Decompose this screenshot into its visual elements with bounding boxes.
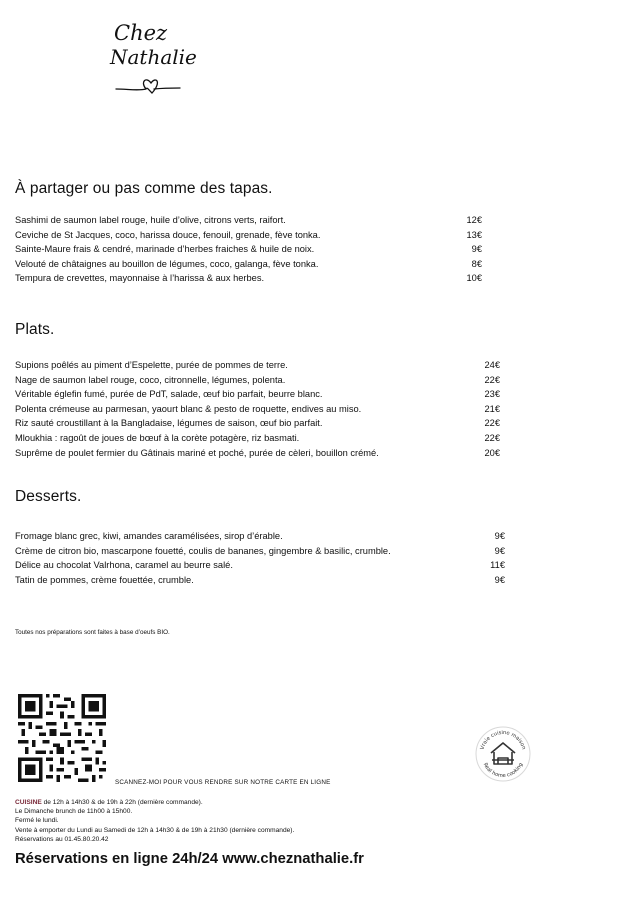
online-reservation[interactable]: Réservations en ligne 24h/24 www.cheznathalie.fr bbox=[15, 851, 364, 867]
section-title-tapas: À partager ou pas comme des tapas. bbox=[15, 180, 273, 197]
dish-name: Nage de saumon label rouge, coco, citronnelle, légumes, polenta. bbox=[15, 374, 286, 385]
dish-price: 22€ bbox=[484, 418, 500, 429]
menu-item bbox=[15, 373, 500, 388]
menu-item bbox=[15, 228, 482, 243]
dish-name: Polenta crémeuse au parmesan, yaourt blanc & pesto de roquette, endives au miso. bbox=[15, 403, 362, 414]
menu-item bbox=[15, 358, 500, 373]
menu-item bbox=[15, 431, 500, 446]
hours-cuisine bbox=[15, 798, 294, 807]
dish-price: 11€ bbox=[490, 560, 505, 571]
dish-price: 8€ bbox=[471, 258, 482, 269]
brand-line1: Chez bbox=[114, 21, 168, 45]
menu-item bbox=[15, 402, 500, 417]
menu-list-plats bbox=[15, 358, 500, 460]
dish-price: 24€ bbox=[484, 360, 500, 370]
section-title-desserts: Desserts. bbox=[15, 488, 82, 505]
menu-item bbox=[15, 271, 482, 286]
hours-phone: Réservations au 01.45.80.20.42 bbox=[15, 835, 109, 843]
hours-closed: Fermé le lundi. bbox=[15, 817, 59, 825]
dish-price: 20€ bbox=[484, 447, 500, 458]
dish-price: 22€ bbox=[484, 374, 500, 385]
opening-hours bbox=[15, 798, 294, 844]
dish-price: 9€ bbox=[494, 531, 505, 541]
dish-name: Fromage blanc grec, kiwi, amandes caramélisées, sirop d’érable. bbox=[15, 531, 283, 541]
dish-name: Délice au chocolat Valrhona, caramel au beurre salé. bbox=[15, 560, 233, 571]
brand-line2: Nathalie bbox=[110, 45, 197, 69]
dish-name: Ceviche de St Jacques, coco, harissa douce, fenouil, grenade, fève tonka. bbox=[15, 229, 321, 240]
dish-price: 13€ bbox=[466, 229, 482, 240]
hours-takeaway: Vente à emporter du Lundi au Samedi de 12h à 14h30 & de 19h à 21h30 (dernière commande). bbox=[15, 826, 295, 834]
dish-price: 9€ bbox=[471, 244, 482, 255]
dish-name: Tempura de crevettes, mayonnaise à l’harissa & aux herbes. bbox=[15, 273, 265, 284]
dish-name: Crème de citron bio, mascarpone fouetté, coulis de bananes, gingembre & basilic, crumble. bbox=[15, 545, 391, 556]
dish-price: 10€ bbox=[466, 273, 482, 284]
dish-name: Véritable églefin fumé, purée de PdT, salade, œuf bio parfait, beurre blanc. bbox=[15, 389, 323, 400]
scan-instruction: SCANNEZ-MOI POUR VOUS RENDRE SUR NOTRE CARTE EN LIGNE bbox=[115, 779, 331, 786]
menu-list-tapas bbox=[15, 213, 482, 286]
brand-logo bbox=[108, 12, 218, 104]
hours-cuisine-label: CUISINE bbox=[15, 799, 42, 806]
dish-name: Supions poêlés au piment d’Espelette, purée de pommes de terre. bbox=[15, 360, 288, 370]
dish-name: Sainte-Maure frais & cendré, marinade d’herbes fraiches & huile de noix. bbox=[15, 244, 315, 255]
dish-price: 23€ bbox=[484, 389, 500, 400]
menu-item bbox=[15, 213, 482, 228]
qr-code[interactable] bbox=[18, 694, 106, 782]
dish-name: Suprême de poulet fermier du Gâtinais mariné et poché, purée de cèleri, bouillon crémé. bbox=[15, 447, 379, 458]
menu-item bbox=[15, 446, 500, 461]
section-title-plats: Plats. bbox=[15, 321, 55, 338]
menu-item bbox=[15, 257, 482, 272]
dish-price: 22€ bbox=[484, 432, 500, 443]
menu-item bbox=[15, 544, 505, 559]
menu-list-desserts bbox=[15, 529, 505, 587]
menu-item bbox=[15, 573, 505, 588]
menu-item bbox=[15, 529, 505, 544]
dish-price: 9€ bbox=[494, 545, 505, 556]
dish-name: Riz sauté croustillant à la Bangladaise, légumes de saison, œuf bio parfait. bbox=[15, 418, 323, 429]
badge-top-text: Vraie cuisine maison bbox=[479, 729, 527, 751]
footnote: Toutes nos préparations sont faites à base d’oeufs BIO. bbox=[15, 629, 170, 636]
hours-sunday: Le Dimanche brunch de 11h00 à 15h00. bbox=[15, 808, 133, 816]
home-cooking-badge bbox=[474, 725, 532, 783]
menu-item bbox=[15, 558, 505, 573]
heart-icon bbox=[116, 80, 180, 93]
dish-name: Velouté de châtaignes au bouillon de légumes, coco, galanga, fève tonka. bbox=[15, 258, 319, 269]
dish-name: Tatin de pommes, crème fouettée, crumble. bbox=[15, 574, 194, 585]
dish-name: Mloukhia : ragoût de joues de bœuf à la corète potagère, riz basmati. bbox=[15, 432, 300, 443]
dish-price: 21€ bbox=[484, 403, 500, 414]
menu-item bbox=[15, 387, 500, 402]
menu-item bbox=[15, 416, 500, 431]
dish-name: Sashimi de saumon label rouge, huile d’olive, citrons verts, raifort. bbox=[15, 215, 286, 225]
menu-item bbox=[15, 242, 482, 257]
hours-cuisine-text: de 12h à 14h30 & de 19h à 22h (dernière commande). bbox=[41, 799, 203, 806]
badge-bottom-text: Real home cooking bbox=[481, 762, 525, 780]
dish-price: 9€ bbox=[494, 574, 505, 585]
dish-price: 12€ bbox=[466, 215, 482, 225]
